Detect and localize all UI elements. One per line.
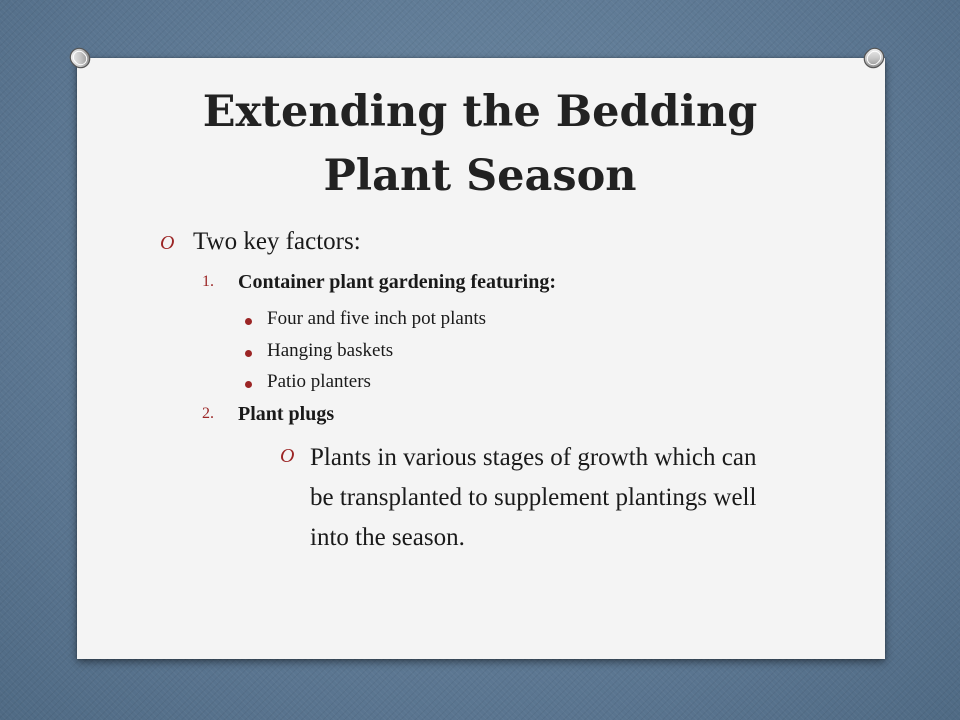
pushpin-left-icon — [64, 42, 96, 74]
level3-text: Plants in various stages of growth which can be transplanted to supplement plantings well into the season. — [310, 444, 757, 551]
numbered-item-2-text: Plant plugs — [238, 403, 335, 425]
slide-title — [0, 80, 960, 208]
slide-title-line-1: Extending the Bedding — [202, 87, 758, 137]
pushpin-right-icon — [858, 42, 890, 74]
bullet-dot-icon — [245, 350, 252, 357]
bullet-item-1-text: Four and five inch pot plants — [267, 308, 486, 329]
bullet-dot-icon — [245, 318, 252, 325]
bullet-item-3-text: Patio planters — [267, 371, 371, 392]
numbered-item-1-text: Container plant gardening featuring: — [238, 271, 556, 293]
numbered-item-1-number: 1. — [202, 273, 214, 290]
bullet-dot-icon — [245, 381, 252, 388]
o-bullet-icon: O — [280, 445, 295, 467]
level1-text: Two key factors: — [193, 228, 361, 255]
o-bullet-icon: O — [160, 232, 175, 254]
numbered-item-2-number: 2. — [202, 405, 214, 422]
slide-title-line-2: Plant Season — [323, 151, 637, 201]
bullet-item-2-text: Hanging baskets — [267, 340, 394, 361]
